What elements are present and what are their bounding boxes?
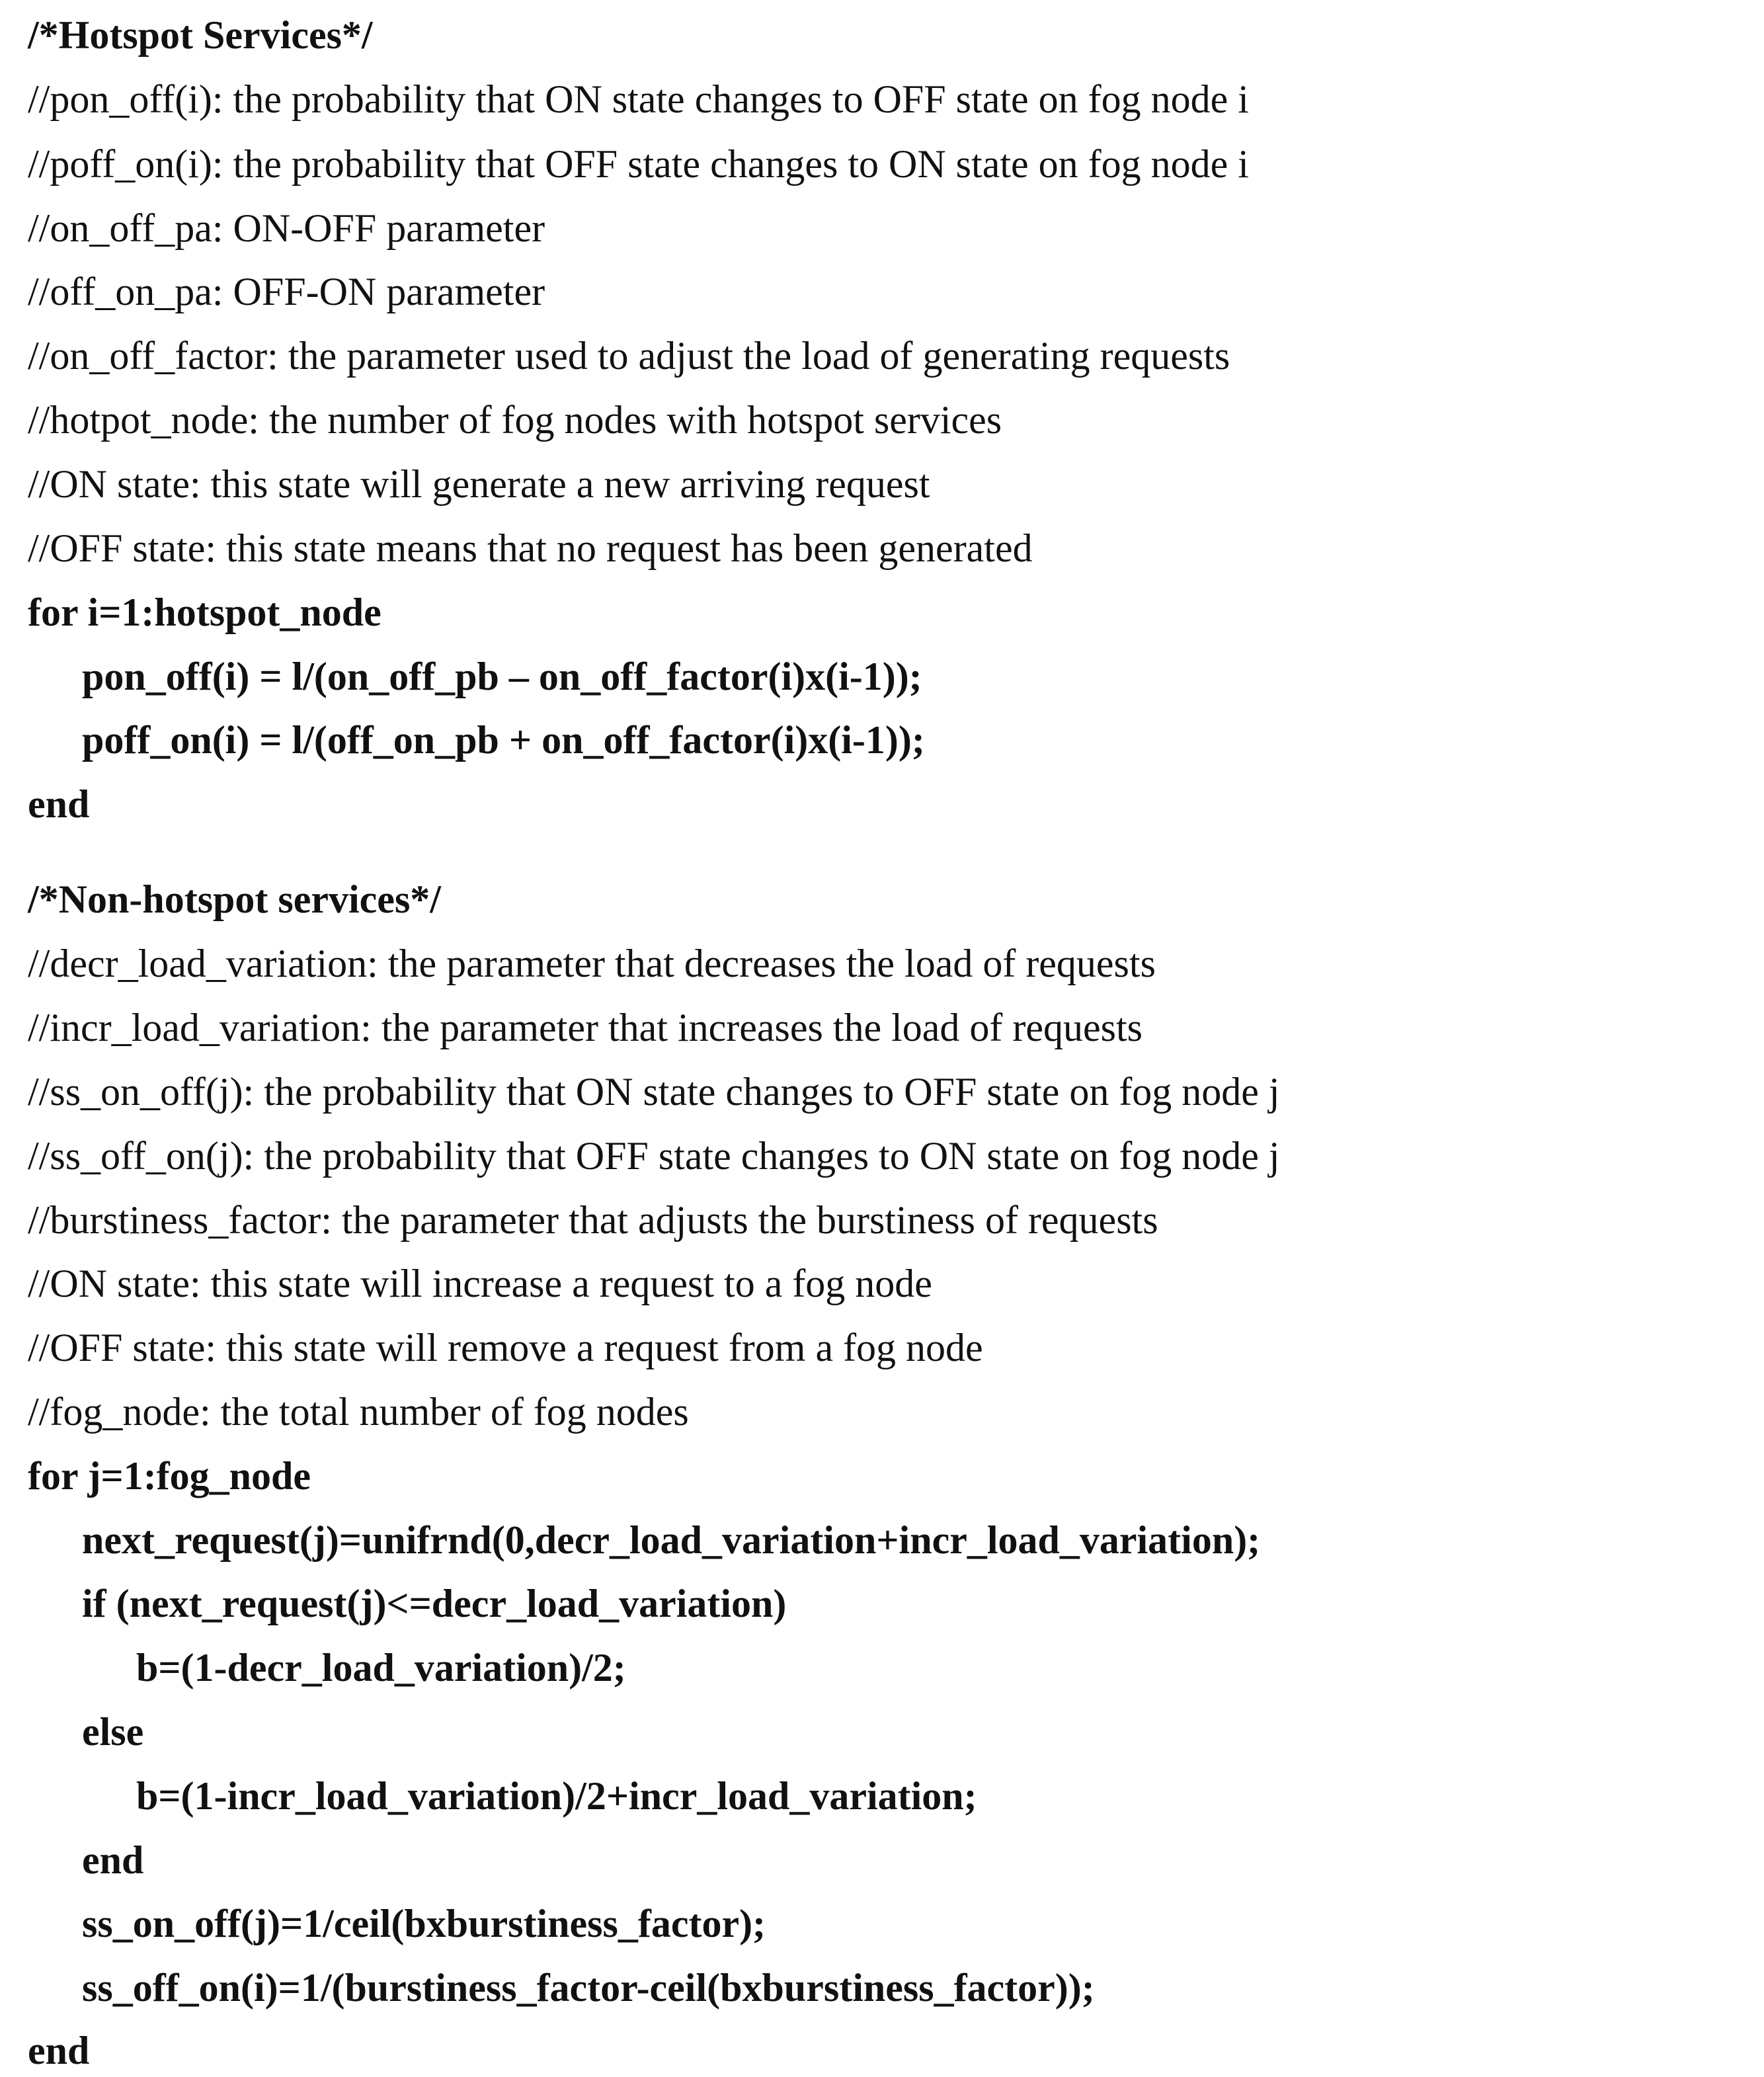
comment-line: //decr_load_variation: the parameter that decreases the load of requests	[28, 942, 1156, 985]
code-line: for j=1:fog_node	[28, 1454, 311, 1498]
comment-line: //pon_off(i): the probability that ON state changes to OFF state on fog node i	[28, 77, 1249, 121]
comment-line: //ss_on_off(j): the probability that ON state changes to OFF state on fog node j	[28, 1070, 1280, 1114]
comment-line: //on_off_pa: ON-OFF parameter	[28, 206, 545, 250]
code-line: ss_off_on(i)=1/(burstiness_factor-ceil(bxburstiness_factor));	[82, 1966, 1095, 2010]
nonhotspot-section-title: /*Non-hotspot services*/	[28, 877, 441, 921]
comment-line: //off_on_pa: OFF-ON parameter	[28, 270, 545, 313]
comment-line: //OFF state: this state means that no request has been generated	[28, 526, 1033, 570]
comment-line: //burstiness_factor: the parameter that adjusts the burstiness of requests	[28, 1198, 1158, 1242]
comment-line: //ON state: this state will increase a request to a fog node	[28, 1262, 932, 1305]
comment-line: //fog_node: the total number of fog nodes	[28, 1390, 689, 1434]
comment-line: //on_off_factor: the parameter used to adjust the load of generating requests	[28, 334, 1230, 378]
comment-line: //ON state: this state will generate a new arriving request	[28, 462, 930, 506]
code-line: ss_on_off(j)=1/ceil(bxburstiness_factor);	[82, 1902, 766, 1945]
code-line: b=(1-incr_load_variation)/2+incr_load_variation;	[136, 1774, 977, 1818]
code-line: end	[28, 2029, 90, 2072]
hotspot-section-title: /*Hotspot Services*/	[28, 13, 373, 57]
code-line: end	[82, 1838, 144, 1882]
code-line: poff_on(i) = l/(off_on_pb + on_off_factor(i)x(i-1));	[82, 718, 925, 762]
code-line: next_request(j)=unifrnd(0,decr_load_variation+incr_load_variation);	[82, 1518, 1261, 1562]
comment-line: //incr_load_variation: the parameter that increases the load of requests	[28, 1006, 1143, 1049]
comment-line: //ss_off_on(j): the probability that OFF state changes to ON state on fog node j	[28, 1134, 1280, 1178]
code-line: b=(1-decr_load_variation)/2;	[136, 1646, 626, 1690]
comment-line: //poff_on(i): the probability that OFF state changes to ON state on fog node i	[28, 142, 1249, 186]
code-line: end	[28, 782, 90, 826]
code-line: if (next_request(j)<=decr_load_variation)	[82, 1582, 787, 1625]
code-line: pon_off(i) = l/(on_off_pb – on_off_factor(i)x(i-1));	[82, 655, 922, 698]
comment-line: //hotpot_node: the number of fog nodes with hotspot services	[28, 398, 1002, 442]
code-line: else	[82, 1710, 144, 1754]
comment-line: //OFF state: this state will remove a request from a fog node	[28, 1326, 983, 1369]
code-line: for i=1:hotspot_node	[28, 591, 381, 634]
